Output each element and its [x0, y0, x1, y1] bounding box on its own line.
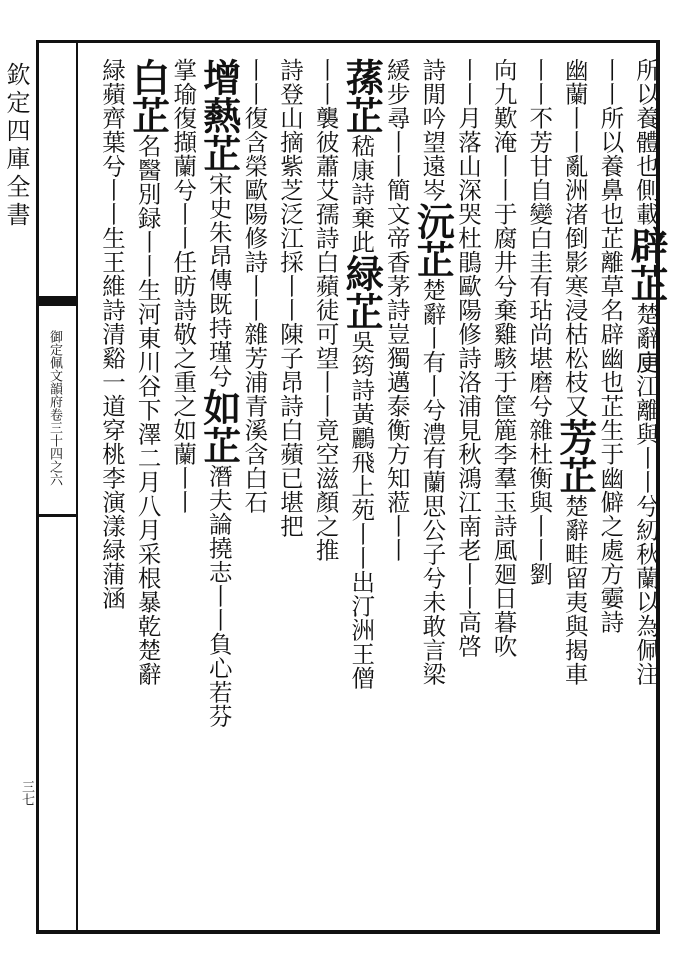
- fishtail-mark-top: [36, 296, 76, 306]
- text-run: 潛夫論撓志丨丨負心若芬: [204, 464, 233, 728]
- headword: 蓀: [339, 58, 385, 96]
- headword: 芷: [410, 240, 456, 278]
- text-run: 任昉詩敬之重之如蘭丨丨: [169, 250, 198, 514]
- text-run: 宋史朱昂傳既持瑾兮: [204, 172, 233, 388]
- text-column: [624, 58, 669, 918]
- text-column: [339, 58, 385, 918]
- page-number: 三七: [19, 780, 34, 806]
- text-run: 向九歎淹丨丨于腐井兮棄雞駭于筐簏李羣玉詩風廻日暮吹: [489, 58, 518, 658]
- text-run: 楚辭畦留夷與揭車: [560, 494, 589, 686]
- text-column: [594, 58, 628, 918]
- text-run: 丨丨復含榮歐陽修詩丨丨雜芳浦青溪含白石: [240, 58, 269, 514]
- text-column: [125, 58, 171, 918]
- text-column: [238, 58, 272, 918]
- text-run: 幽蘭丨丨亂洲渚倒影寒浸枯松枝又: [560, 58, 589, 418]
- headword: 芷: [552, 456, 598, 494]
- text-run: 楚辭丨有丨兮澧有蘭思公子兮未敢言梁: [418, 278, 447, 686]
- text-run: 孺詩白蘋徒可望丨丨竟空滋顏之推: [311, 202, 340, 562]
- headword: 芷: [339, 292, 385, 330]
- text-run: 丨丨月落山深哭杜鵑歐陽修詩洛浦見秋鴻江南老丨丨高啓: [454, 58, 482, 658]
- text-run: 緑蘋齊葉兮丨丨生王維詩清谿一道穿桃李演漾緑蒲涵: [98, 58, 126, 610]
- text-column: [452, 58, 486, 918]
- text-run: 掌瑜復擷蘭兮丨丨: [169, 58, 198, 250]
- headword: 白: [125, 58, 171, 96]
- headword: 芷: [125, 96, 171, 134]
- headword: 芷: [624, 264, 669, 302]
- headword: 緑: [339, 254, 385, 292]
- text-run: 詩登山摘紫芝泛江採丨丨陳子昂詩白蘋已堪把: [276, 58, 304, 538]
- headword: 爇: [196, 96, 242, 134]
- text-run: 緩步尋丨丨: [382, 58, 411, 178]
- text-run: 離草名辟幽也芷生于幽僻之處方孁詩: [596, 250, 625, 634]
- text-run: 所以養體也側載: [632, 58, 660, 226]
- headword: 增: [196, 58, 242, 96]
- text-run: 丨丨所以養鼻也: [596, 58, 625, 226]
- text-column: [381, 58, 415, 918]
- text-column: [552, 58, 598, 918]
- text-column: [488, 58, 522, 918]
- frame-top-rule: [36, 40, 660, 43]
- margin-divider: [76, 40, 78, 934]
- text-column: [274, 58, 308, 918]
- headword: 沅: [410, 202, 456, 240]
- book-title: 欽定四庫全書: [2, 62, 30, 230]
- text-run: 兮雜杜衡與丨丨劉: [525, 394, 554, 586]
- headword: 如: [196, 388, 242, 426]
- text-run: 吳筠詩黃鸝飛上苑丨丨出汀洲王僧: [347, 330, 376, 690]
- text-run: 名醫別録丨丨生河東川谷下澤二月八月采根暴乾楚辭: [133, 134, 162, 686]
- text-run: 丨丨襲彼蕭艾: [311, 58, 340, 202]
- frame-bottom-rule: [36, 930, 660, 934]
- text-run: 丨丨不芳甘自變白圭有玷尚堪磨: [525, 58, 554, 394]
- text-run: 簡文帝香茅詩豈獨邁泰衡方知蒞丨丨: [382, 178, 411, 562]
- text-run: 芷: [596, 226, 625, 250]
- text-column: [196, 58, 242, 918]
- headword: 辟: [624, 226, 669, 264]
- headword: 芷: [196, 134, 242, 172]
- volume-label: 御定佩文韻府卷三十四之六: [47, 330, 62, 486]
- text-column: [96, 58, 130, 918]
- headword: 芷: [339, 96, 385, 134]
- text-run: 嵇康詩棄此: [347, 134, 376, 254]
- headword: 芷: [196, 426, 242, 464]
- text-run: 楚辭𢈔江離與丨丨兮紉秋蘭以為佩注: [632, 302, 660, 686]
- headword: 芳: [552, 418, 598, 456]
- text-column: [410, 58, 456, 918]
- text-column: [167, 58, 201, 918]
- text-column: [310, 58, 344, 918]
- text-column: [523, 58, 557, 918]
- text-run: 詩閒吟望遠岑: [418, 58, 447, 202]
